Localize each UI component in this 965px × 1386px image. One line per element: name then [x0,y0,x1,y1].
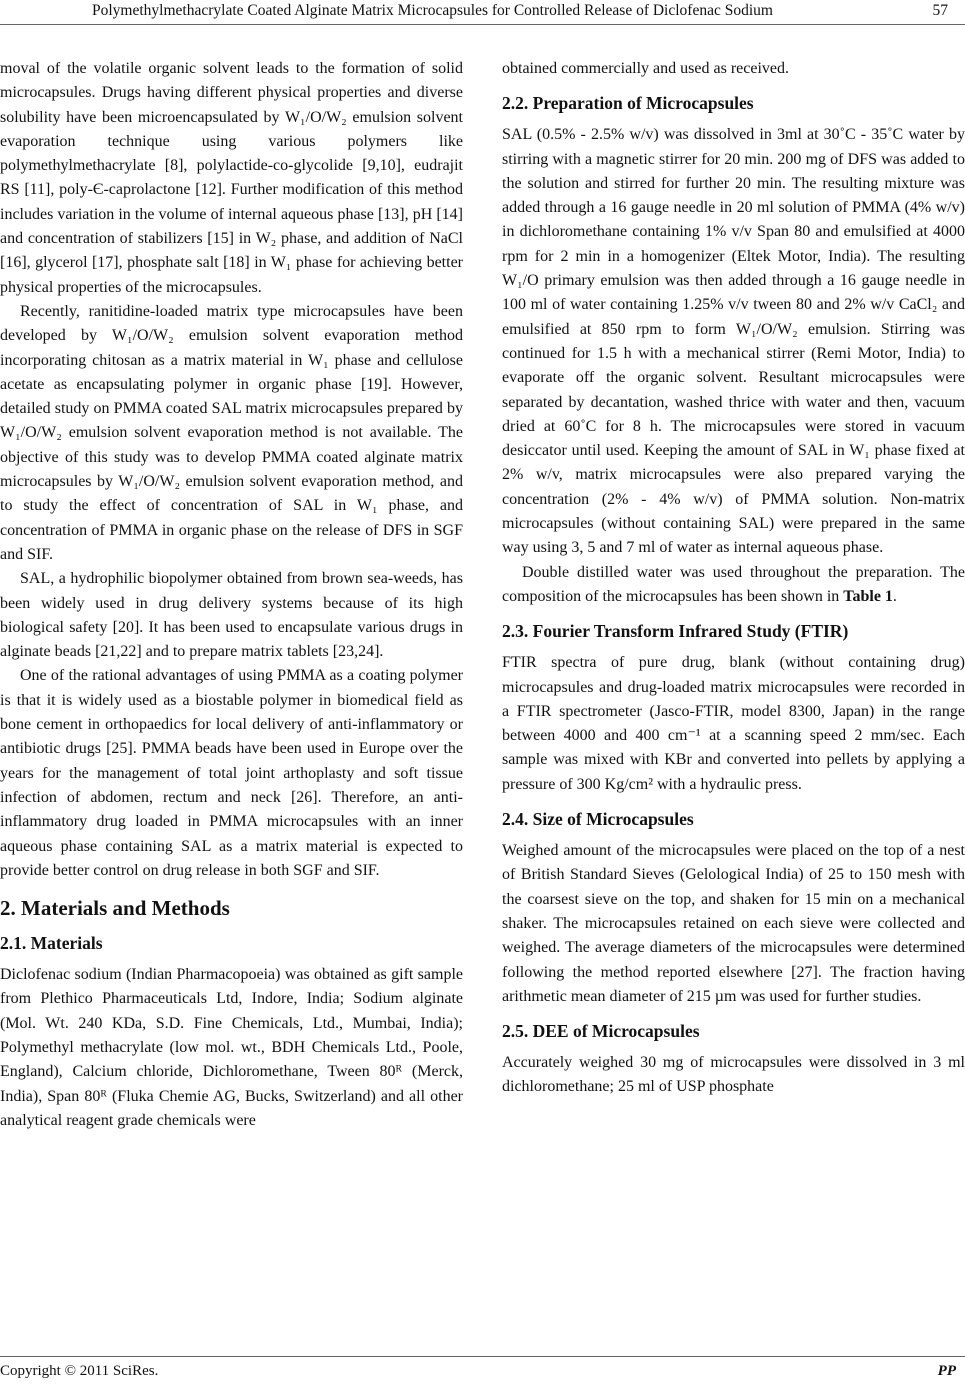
copyright: Copyright © 2011 SciRes. [0,1363,159,1379]
paragraph: Recently, ranitidine-loaded matrix type microcapsules have been developed by W₁/O/W₂ emulsion solvent evaporation method incorporating chitosan as a matrix material in W₁ phase and cellulose acetate as encapsulating polymer in organic phase [19]. However, detailed study on PMMA coated SAL matrix microcapsules prepared by W₁/O/W₂ emulsion solvent evaporation method is not available. The objective of this study was to develop PMMA coated alginate matrix microcapsules by W₁/O/W₂ emulsion solvent evaporation method, and to study the effect of concentration of SAL in W₁ phase, and concentration of PMMA in organic phase on the release of DFS in SGF and SIF. [0,302,463,563]
subsection-heading: 2.4. Size of Microcapsules [502,809,694,830]
paragraph: One of the rational advantages of using PMMA as a coating polymer is that it is widely used as a biostable polymer in biomedical field as bone cement in orthopaedics for local delivery of anti-inflammatory or antibiotic drugs [25]. PMMA beads have been used in Europe over the years for the management of total joint arthoplasty and soft tissue infection of abdomen, rectum and neck [26]. Therefore, an anti-inflammatory drug loaded in PMMA microcapsules with an inner aqueous phase containing SAL as a matrix material is expected to provide better control on drug release in both SGF and SIF. [0,667,463,879]
left-column [0,57,463,1133]
paragraph-text: Double distilled water was used throughout the preparation. The composition of the microcapsules has been shown in [502,563,965,605]
page-number: 57 [932,2,948,19]
paragraph [502,561,965,610]
paragraph: Weighed amount of the microcapsules were placed on the top of a nest of British Standard Sieves (Gelological India) of 25 to 150 mesh with the coarsest sieve on the top, and shaken for 15 min on a mechanical shaker. The microcapsules retained on each sieve were collected and weighed. The average diameters of the microcapsules were determined following the method reported elsewhere [27]. The fraction having arithmetic mean diameter of 215 µm was used for further studies. [502,842,965,1005]
footer-rule [0,1356,965,1357]
page-footer [0,1356,965,1386]
paragraph-text: . [892,587,897,605]
right-column [502,57,965,1100]
paragraph: Accurately weighed 30 mg of microcapsules were dissolved in 3 ml dichloromethane; 25 ml of USP phosphate [502,1054,965,1096]
paragraph: SAL (0.5% - 2.5% w/v) was dissolved in 3ml at 30˚C - 35˚C water by stirring with a magnetic stirrer for 20 min. 200 mg of DFS was added to the solution and stirred for further 20 min. The resulting mixture was added through a 16 gauge needle in 20 ml solution of PMMA (4% w/v) in dichloromethane containing 1% v/v Span 80 and emulsified at 4000 rpm for 2 min in a homogenizer (Eltek Motor, India). The resulting W₁/O primary emulsion was then added through a 16 gauge needle in 100 ml of water containing 1.25% v/v tween 80 and 2% w/v CaCl₂ and emulsified at 850 rpm to form W₁/O/W₂ emulsion. Stirring was continued for 1.5 h with a mechanical stirrer (Remi Motor, India) to evaporate off the organic solvent. Resultant microcapsules were separated by decantation, washed thrice with water and then, vacuum dried at 60˚C for 8 h. The microcapsules were stored in vacuum desiccator until used. Keeping the amount of SAL in W₁ phase fixed at 2% w/v, matrix microcapsules were also prepared varying the concentration (2% - 4% w/v) of PMMA solution. Non-matrix microcapsules (without containing SAL) were prepared in the same way using 3, 5 and 7 ml of water as internal aqueous phase. [502,126,965,557]
page-header [0,0,965,28]
journal-abbrev: PP [937,1363,956,1379]
subsection-heading: 2.5. DEE of Microcapsules [502,1021,700,1042]
paragraph: obtained commercially and used as received. [502,60,789,77]
section-heading: 2. Materials and Methods [0,896,230,921]
running-title: Polymethylmethacrylate Coated Alginate Matrix Microcapsules for Controlled Release of Diclofenac Sodium [92,2,773,19]
subsection-heading: 2.3. Fourier Transform Infrared Study (FTIR) [502,621,849,642]
header-rule [0,24,965,25]
table-reference[interactable]: Table 1 [843,587,893,605]
subsection-heading: 2.1. Materials [0,933,103,954]
paragraph: moval of the volatile organic solvent leads to the formation of solid microcapsules. Drugs having different physical properties and diverse solubility have been microencapsulated by W₁/O/W₂ emulsion solvent evaporation technique using various polymers like polymethylmethacrylate [8], polylactide-co-glycolide [9,10], eudrajit RS [11], poly-Є-caprolactone [12]. Further modification of this method includes variation in the volume of internal aqueous phase [13], pH [14] and concentration of stabilizers [15] in W₂ phase, and addition of NaCl [16], glycerol [17], phosphate salt [18] in W₁ phase for achieving better physical properties of the microcapsules. [0,60,463,296]
paragraph: Diclofenac sodium (Indian Pharmacopoeia) was obtained as gift sample from Plethico Pharmaceuticals Ltd, Indore, India; Sodium alginate (Mol. Wt. 240 KDa, S.D. Fine Chemicals, Ltd., Mumbai, India); Polymethyl methacrylate (low mol. wt., BDH Chemicals Ltd., Poole, England), Calcium chloride, Dichloromethane, Tween 80ᴿ (Merck, India), Span 80ᴿ (Fluka Chemie AG, Bucks, Switzerland) and all other analytical reagent grade chemicals were [0,966,463,1129]
paragraph: SAL, a hydrophilic biopolymer obtained from brown sea-weeds, has been widely used in drug delivery systems because of its high biological safety [20]. It has been used to encapsulate various drugs in alginate beads [21,22] and to prepare matrix tablets [23,24]. [0,570,463,661]
subsection-heading: 2.2. Preparation of Microcapsules [502,93,754,114]
paragraph: FTIR spectra of pure drug, blank (without containing drug) microcapsules and drug-loaded matrix microcapsules were recorded in a FTIR spectrometer (Jasco-FTIR, model 8300, Japan) in the range between 4000 and 400 cm⁻¹ at a scanning speed 2 mm/sec. Each sample was mixed with KBr and converted into pellets by applying a pressure of 300 Kg/cm² with a hydraulic press. [502,654,965,793]
